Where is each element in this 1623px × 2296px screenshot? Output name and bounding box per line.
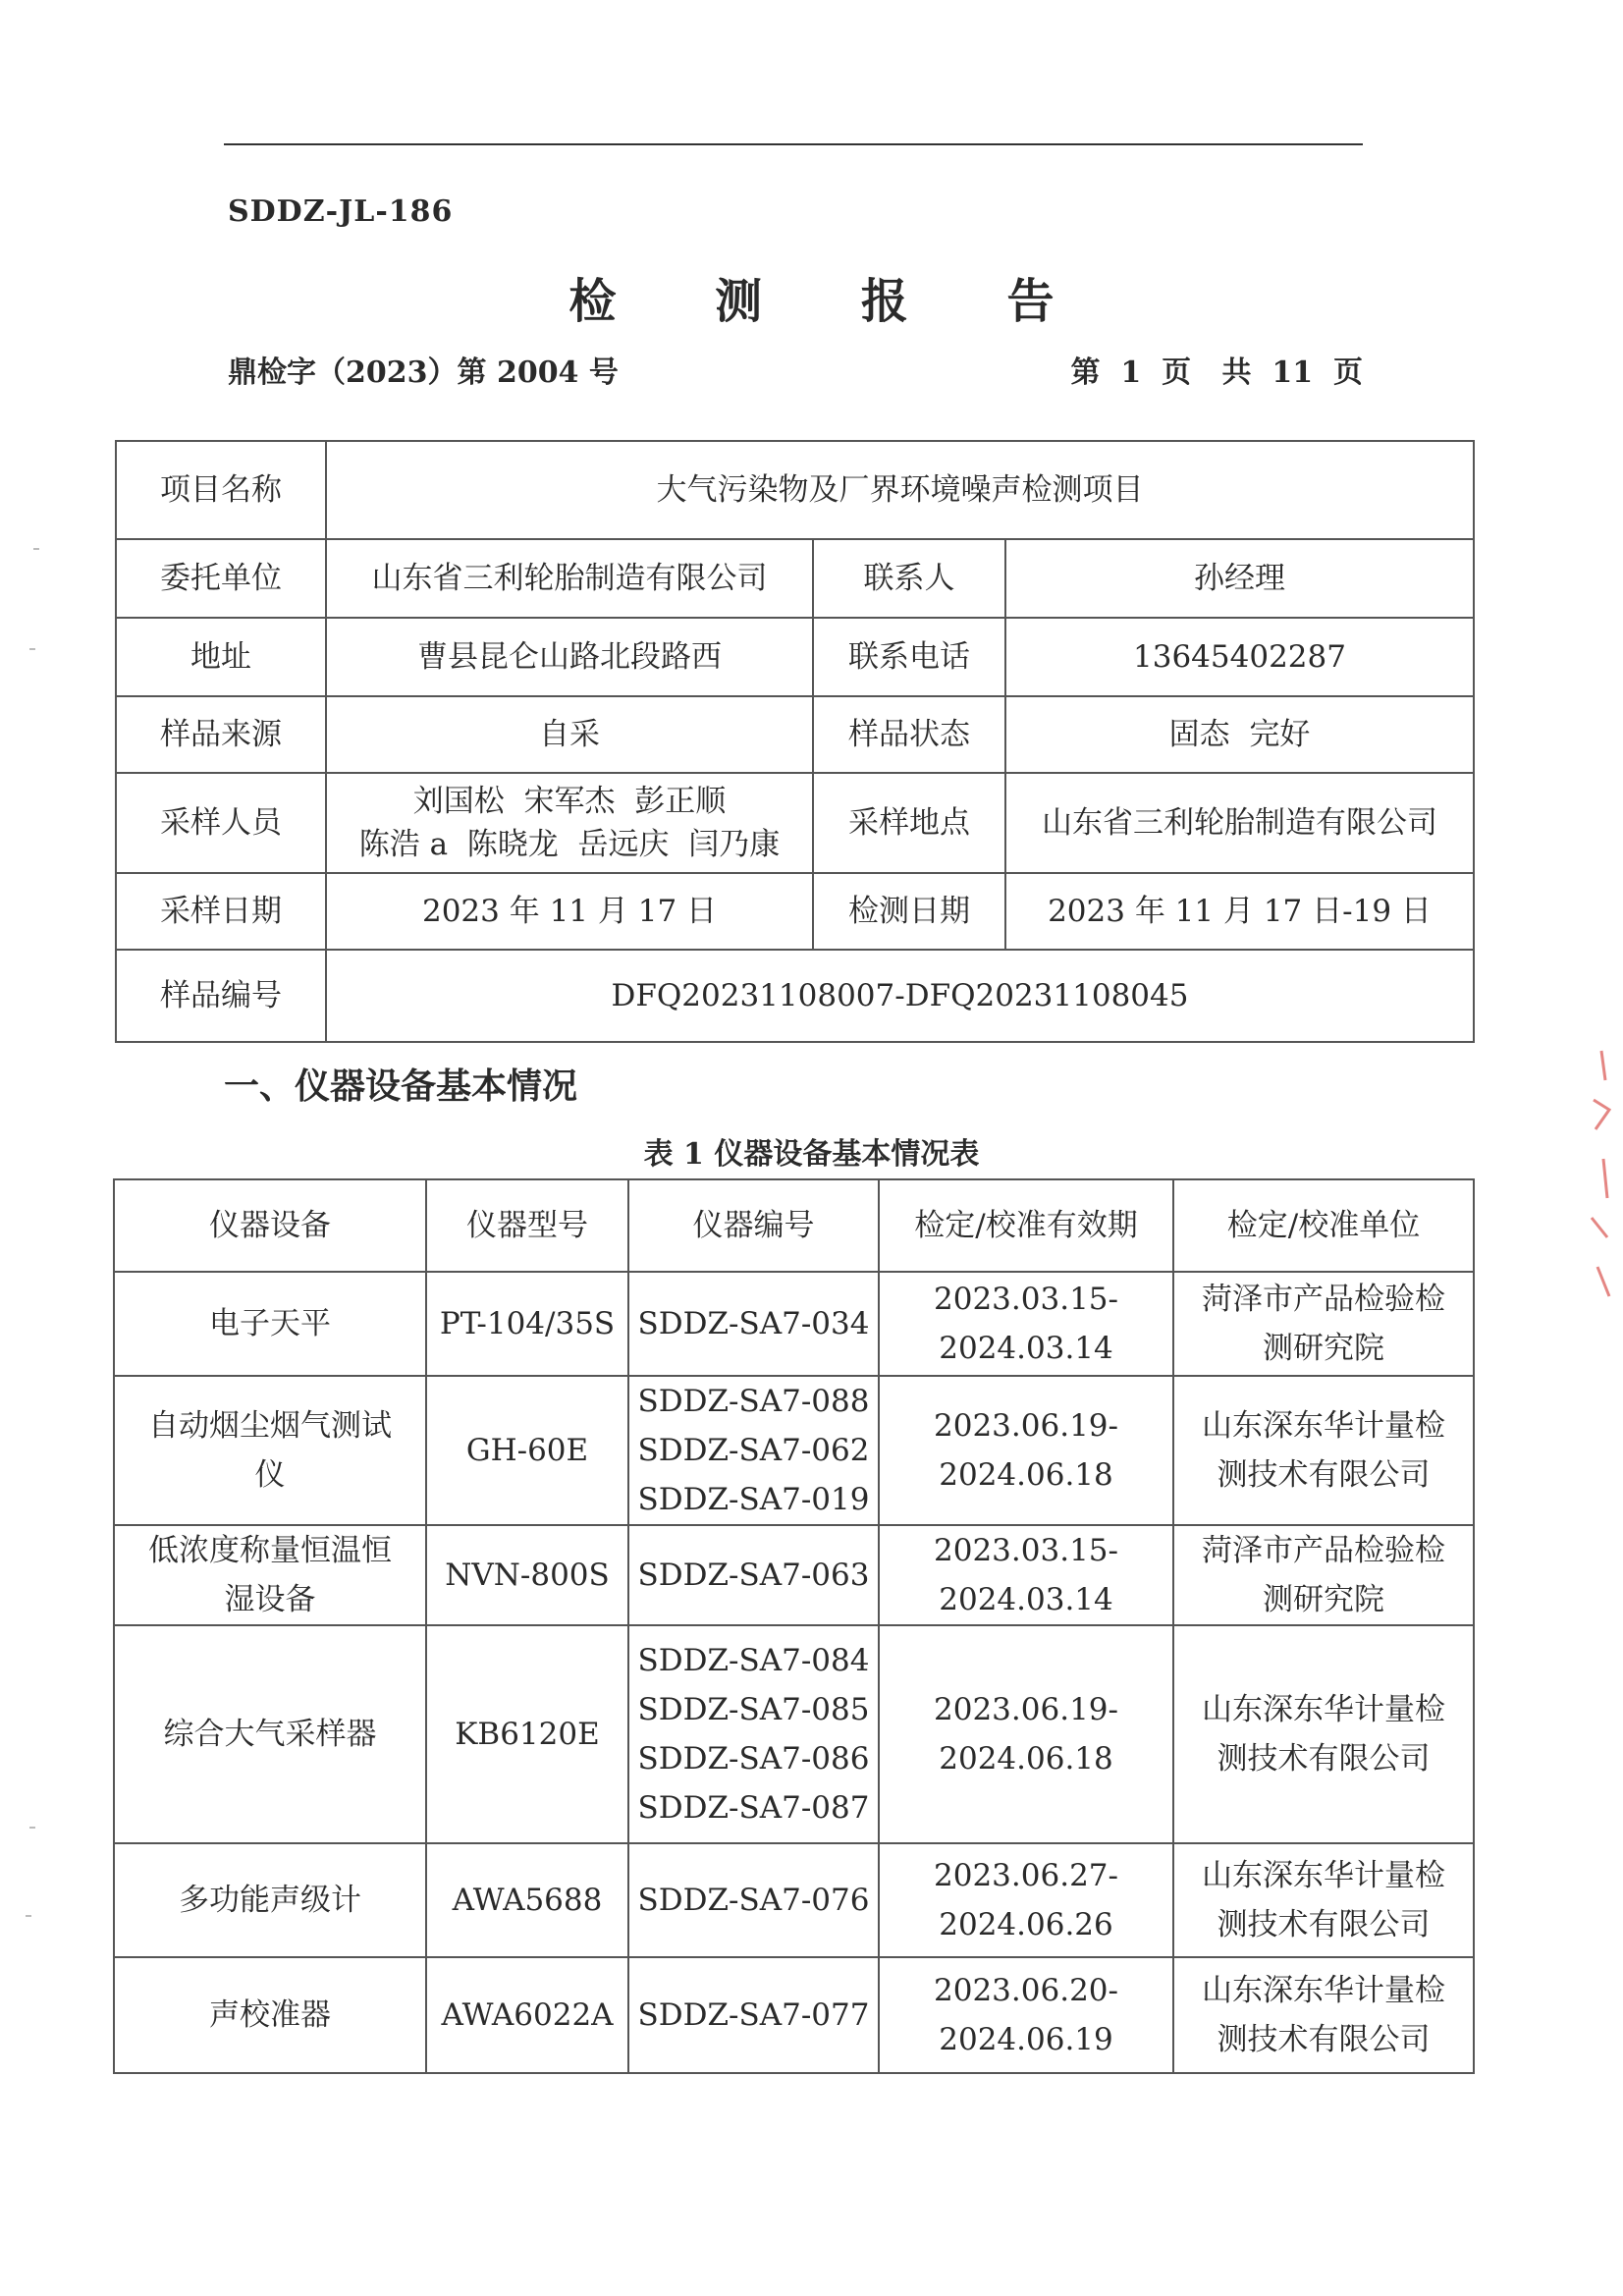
equipment-ids — [628, 1843, 879, 1957]
calibration-unit — [1173, 1272, 1474, 1376]
equipment-row — [114, 1376, 1474, 1525]
calibration-unit-line: 山东深东华计量检 — [1202, 1408, 1445, 1444]
sample-source-label: 样品来源 — [116, 696, 326, 773]
calibration-validity-line: 2023.06.27- — [934, 1858, 1118, 1893]
calibration-unit-line: 测技术有限公司 — [1217, 2022, 1431, 2057]
calibration-validity — [879, 1376, 1173, 1525]
calibration-unit-line: 测研究院 — [1263, 1331, 1384, 1366]
equipment-name-line: 低浓度称量恒温恒 — [148, 1533, 392, 1568]
equipment-row — [114, 1272, 1474, 1376]
calibration-unit-line: 山东深东华计量检 — [1202, 1858, 1445, 1893]
equipment-model — [426, 1525, 628, 1625]
header-cell: 仪器型号 — [426, 1179, 628, 1272]
equipment-name-line: 自动烟尘烟气测试 — [148, 1408, 392, 1444]
table-caption: 表 1 仪器设备基本情况表 — [643, 1137, 980, 1172]
header-cell: 检定/校准单位 — [1173, 1179, 1474, 1272]
equipment-name — [114, 1957, 426, 2073]
calibration-unit — [1173, 1376, 1474, 1525]
header-cell: 仪器设备 — [114, 1179, 426, 1272]
calibration-unit — [1173, 1525, 1474, 1625]
calibration-validity-line: 2024.06.18 — [939, 1457, 1113, 1493]
equipment-ids-line: SDDZ-SA7-085 — [637, 1692, 870, 1727]
document-code: SDDZ-JL-186 — [228, 194, 454, 229]
equipment-model — [426, 1843, 628, 1957]
samplers-line: 刘国松 宋军杰 彭正顺 — [412, 784, 727, 819]
header-cell: 仪器编号 — [628, 1179, 879, 1272]
equipment-model-line: KB6120E — [455, 1717, 600, 1752]
report-info-table — [115, 440, 1475, 1043]
equipment-name-line: 仪 — [254, 1457, 286, 1493]
calibration-unit-line: 测技术有限公司 — [1217, 1741, 1431, 1777]
equipment-table — [113, 1178, 1475, 2074]
client: 山东省三利轮胎制造有限公司 — [326, 539, 813, 618]
samplers — [326, 773, 813, 873]
calibration-unit-line: 菏泽市产品检验检 — [1202, 1282, 1445, 1317]
equipment-ids — [628, 1957, 879, 2073]
equipment-name — [114, 1376, 426, 1525]
calibration-validity-line: 2023.06.19- — [934, 1692, 1118, 1727]
calibration-validity-line: 2024.06.19 — [939, 2022, 1113, 2057]
page-title: 检 测 报 告 — [568, 274, 1096, 329]
equipment-model-line: NVN-800S — [445, 1558, 610, 1593]
red-seal-edge — [1584, 1041, 1613, 1336]
test-date: 2023 年 11 月 17 日-19 日 — [1005, 873, 1474, 950]
calibration-unit-line: 测技术有限公司 — [1217, 1907, 1431, 1942]
equipment-name — [114, 1525, 426, 1625]
section-heading: 一、仪器设备基本情况 — [224, 1066, 578, 1107]
address-label: 地址 — [116, 618, 326, 696]
equipment-ids-line: SDDZ-SA7-088 — [637, 1384, 870, 1419]
equipment-ids-line: SDDZ-SA7-077 — [637, 1997, 870, 2033]
equipment-model-line: AWA5688 — [452, 1883, 603, 1918]
equipment-row — [114, 1525, 1474, 1625]
contact: 孙经理 — [1005, 539, 1474, 618]
sampling-date-label: 采样日期 — [116, 873, 326, 950]
equipment-ids — [628, 1625, 879, 1843]
sampling-date: 2023 年 11 月 17 日 — [326, 873, 813, 950]
equipment-ids-line: SDDZ-SA7-084 — [637, 1643, 870, 1678]
sample-state: 固态 完好 — [1005, 696, 1474, 773]
scan-speck — [26, 1915, 31, 1917]
equipment-name-line: 多功能声级计 — [179, 1883, 361, 1918]
calibration-unit-line: 山东深东华计量检 — [1202, 1973, 1445, 2008]
equipment-ids-line: SDDZ-SA7-087 — [637, 1790, 870, 1826]
equipment-model — [426, 1957, 628, 2073]
sampling-site-label: 采样地点 — [813, 773, 1005, 873]
header-cell: 检定/校准有效期 — [879, 1179, 1173, 1272]
scan-speck — [29, 648, 35, 650]
contact-label: 联系人 — [813, 539, 1005, 618]
calibration-validity-line: 2024.06.18 — [939, 1741, 1113, 1777]
equipment-ids-line: SDDZ-SA7-076 — [637, 1883, 870, 1918]
equipment-row — [114, 1957, 1474, 2073]
calibration-validity-line: 2024.03.14 — [939, 1331, 1113, 1366]
calibration-validity — [879, 1957, 1173, 2073]
calibration-validity — [879, 1272, 1173, 1376]
calibration-unit-line: 测研究院 — [1263, 1582, 1384, 1617]
sample-state-label: 样品状态 — [813, 696, 1005, 773]
calibration-unit-line: 山东深东华计量检 — [1202, 1692, 1445, 1727]
equipment-name — [114, 1272, 426, 1376]
equipment-ids — [628, 1376, 879, 1525]
samplers-line: 陈浩 a 陈晓龙 岳远庆 闫乃康 — [358, 827, 781, 862]
project-name: 大气污染物及厂界环境噪声检测项目 — [326, 441, 1474, 539]
equipment-name-line: 电子天平 — [209, 1306, 331, 1341]
equipment-ids — [628, 1272, 879, 1376]
header-rule — [224, 143, 1363, 145]
calibration-validity-line: 2023.03.15- — [934, 1533, 1118, 1568]
calibration-unit-line: 菏泽市产品检验检 — [1202, 1533, 1445, 1568]
project-name-label: 项目名称 — [116, 441, 326, 539]
equipment-name-line: 湿设备 — [224, 1582, 316, 1617]
equipment-model — [426, 1376, 628, 1525]
calibration-unit — [1173, 1843, 1474, 1957]
equipment-model — [426, 1625, 628, 1843]
calibration-unit-line: 测技术有限公司 — [1217, 1457, 1431, 1493]
scan-speck — [29, 1827, 35, 1829]
equipment-name — [114, 1625, 426, 1843]
equipment-row — [114, 1843, 1474, 1957]
phone-label: 联系电话 — [813, 618, 1005, 696]
equipment-model — [426, 1272, 628, 1376]
equipment-model-line: PT-104/35S — [439, 1306, 616, 1341]
calibration-validity-line: 2023.03.15- — [934, 1282, 1118, 1317]
calibration-validity-line: 2023.06.20- — [934, 1973, 1118, 2008]
address: 曹县昆仑山路北段路西 — [326, 618, 813, 696]
equipment-ids-line: SDDZ-SA7-086 — [637, 1741, 870, 1777]
equipment-ids-line: SDDZ-SA7-034 — [637, 1306, 870, 1341]
samplers-label: 采样人员 — [116, 773, 326, 873]
calibration-validity — [879, 1525, 1173, 1625]
sample-no-label: 样品编号 — [116, 950, 326, 1042]
equipment-name-line: 声校准器 — [209, 1997, 331, 2033]
report-number: 鼎检字（2023）第 2004 号 — [228, 355, 619, 390]
equipment-name — [114, 1843, 426, 1957]
calibration-validity-line: 2024.06.26 — [939, 1907, 1113, 1942]
equipment-name-line: 综合大气采样器 — [163, 1717, 377, 1752]
scan-speck — [33, 548, 39, 550]
equipment-ids-line: SDDZ-SA7-063 — [637, 1558, 870, 1593]
equipment-ids-line: SDDZ-SA7-019 — [637, 1482, 870, 1517]
equipment-model-line: AWA6022A — [441, 1997, 614, 2033]
equipment-ids-line: SDDZ-SA7-062 — [637, 1433, 870, 1468]
phone: 13645402287 — [1005, 618, 1474, 696]
sample-source: 自采 — [326, 696, 813, 773]
equipment-table-body — [114, 1272, 1474, 2073]
sampling-site: 山东省三利轮胎制造有限公司 — [1005, 773, 1474, 873]
sample-no: DFQ20231108007-DFQ20231108045 — [326, 950, 1474, 1042]
calibration-validity — [879, 1625, 1173, 1843]
equipment-header-row — [114, 1179, 1474, 1272]
page-counter: 第 1 页 共 11 页 — [1070, 355, 1363, 390]
calibration-validity — [879, 1843, 1173, 1957]
calibration-unit — [1173, 1957, 1474, 2073]
equipment-ids — [628, 1525, 879, 1625]
equipment-model-line: GH-60E — [465, 1433, 589, 1468]
equipment-row — [114, 1625, 1474, 1843]
calibration-validity-line: 2023.06.19- — [934, 1408, 1118, 1444]
calibration-unit — [1173, 1625, 1474, 1843]
calibration-validity-line: 2024.03.14 — [939, 1582, 1113, 1617]
client-label: 委托单位 — [116, 539, 326, 618]
test-date-label: 检测日期 — [813, 873, 1005, 950]
